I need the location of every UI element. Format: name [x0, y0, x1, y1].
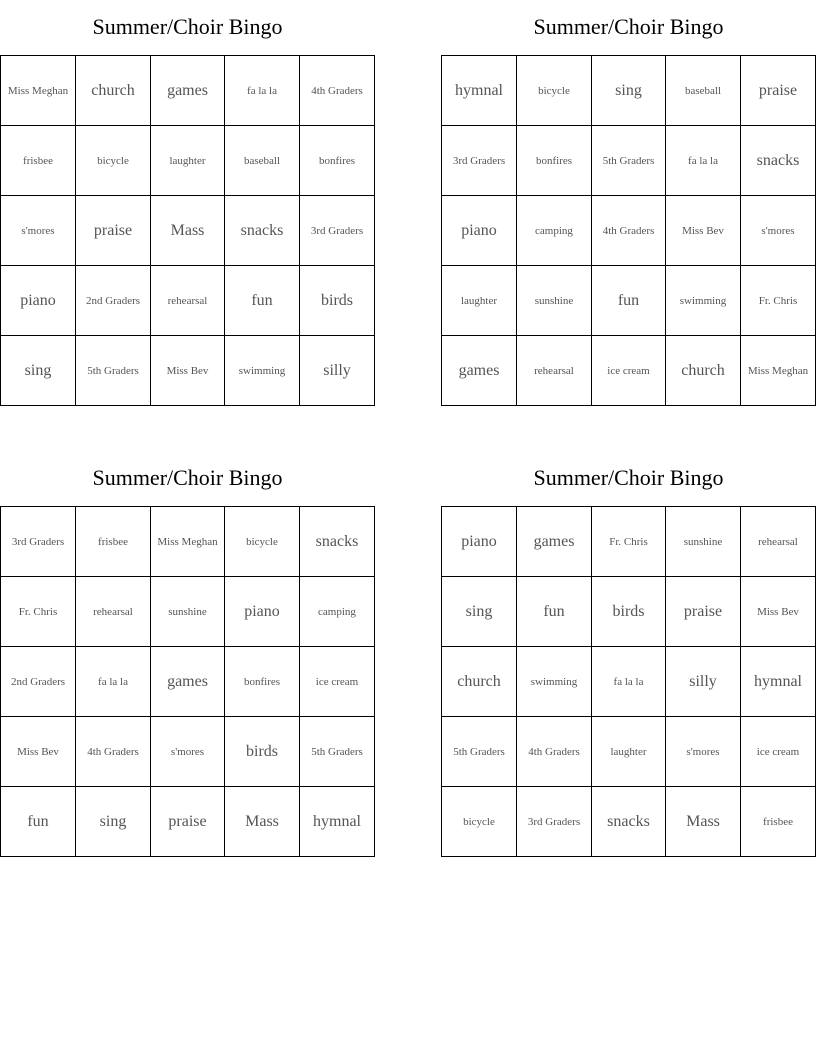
- bingo-cell: Miss Bev: [741, 577, 816, 647]
- bingo-cell: fa la la: [76, 647, 151, 717]
- bingo-cell: bicycle: [442, 787, 517, 857]
- bingo-cell: 2nd Graders: [1, 647, 76, 717]
- bingo-cell: sunshine: [666, 507, 741, 577]
- bingo-cell: 2nd Graders: [76, 266, 151, 336]
- card-title: Summer/Choir Bingo: [92, 14, 283, 39]
- bingo-cell: birds: [592, 577, 666, 647]
- bingo-cell: bicycle: [76, 126, 151, 196]
- bingo-cell: sunshine: [517, 266, 592, 336]
- bingo-cell: games: [151, 647, 225, 717]
- bingo-card-3: [0, 461, 375, 857]
- bingo-cell: Miss Bev: [666, 196, 741, 266]
- bingo-cell: praise: [76, 196, 151, 266]
- bingo-cell: fun: [1, 787, 76, 857]
- bingo-cell: sing: [442, 577, 517, 647]
- bingo-cell: games: [151, 56, 225, 126]
- bingo-cell: snacks: [225, 196, 300, 266]
- bingo-cell: church: [442, 647, 517, 717]
- bingo-cell: snacks: [592, 787, 666, 857]
- card-title: Summer/Choir Bingo: [533, 14, 724, 39]
- bingo-cell: snacks: [741, 126, 816, 196]
- bingo-cell: 3rd Graders: [1, 507, 76, 577]
- bingo-cell: 4th Graders: [76, 717, 151, 787]
- card-title: Summer/Choir Bingo: [92, 465, 283, 490]
- bingo-cell: bonfires: [225, 647, 300, 717]
- bingo-cell: ice cream: [741, 717, 816, 787]
- bingo-cell: fa la la: [225, 56, 300, 126]
- bingo-cell: Fr. Chris: [592, 507, 666, 577]
- bingo-cell: 5th Graders: [300, 717, 375, 787]
- bingo-cell: 4th Graders: [300, 56, 375, 126]
- bingo-cell: sunshine: [151, 577, 225, 647]
- bingo-cell: s'mores: [666, 717, 741, 787]
- bingo-cell: 5th Graders: [442, 717, 517, 787]
- bingo-cell: laughter: [151, 126, 225, 196]
- bingo-cell: bicycle: [225, 507, 300, 577]
- bingo-cell: Mass: [225, 787, 300, 857]
- bingo-cell: praise: [666, 577, 741, 647]
- bingo-cell: birds: [225, 717, 300, 787]
- bingo-cell: Mass: [151, 196, 225, 266]
- bingo-cell: piano: [442, 196, 517, 266]
- bingo-cell: frisbee: [76, 507, 151, 577]
- bingo-cell: silly: [300, 336, 375, 406]
- bingo-grid: [0, 506, 375, 857]
- bingo-cell: Miss Bev: [1, 717, 76, 787]
- bingo-cell: sing: [1, 336, 76, 406]
- bingo-cell: frisbee: [1, 126, 76, 196]
- bingo-cell: sing: [76, 787, 151, 857]
- bingo-cell: baseball: [225, 126, 300, 196]
- bingo-cell: church: [666, 336, 741, 406]
- bingo-grid: [0, 55, 375, 406]
- bingo-cell: Fr. Chris: [1, 577, 76, 647]
- bingo-cell: camping: [300, 577, 375, 647]
- bingo-cell: frisbee: [741, 787, 816, 857]
- bingo-cell: fun: [592, 266, 666, 336]
- bingo-grid: [441, 55, 816, 406]
- bingo-cell: rehearsal: [76, 577, 151, 647]
- bingo-cell: fun: [517, 577, 592, 647]
- bingo-cell: rehearsal: [517, 336, 592, 406]
- bingo-cell: silly: [666, 647, 741, 717]
- bingo-cell: fa la la: [592, 647, 666, 717]
- bingo-cell: s'mores: [741, 196, 816, 266]
- bingo-cell: swimming: [225, 336, 300, 406]
- bingo-cell: hymnal: [741, 647, 816, 717]
- bingo-cell: piano: [1, 266, 76, 336]
- bingo-cell: ice cream: [300, 647, 375, 717]
- bingo-cell: 5th Graders: [592, 126, 666, 196]
- bingo-cell: 3rd Graders: [442, 126, 517, 196]
- bingo-cell: bicycle: [517, 56, 592, 126]
- card-title: Summer/Choir Bingo: [533, 465, 724, 490]
- bingo-cell: praise: [151, 787, 225, 857]
- bingo-grid: [441, 506, 816, 857]
- bingo-cell: hymnal: [300, 787, 375, 857]
- bingo-cell: rehearsal: [151, 266, 225, 336]
- bingo-cell: fun: [225, 266, 300, 336]
- bingo-cell: 3rd Graders: [300, 196, 375, 266]
- bingo-cell: 5th Graders: [76, 336, 151, 406]
- bingo-cell: sing: [592, 56, 666, 126]
- bingo-cell: Miss Meghan: [151, 507, 225, 577]
- bingo-cell: Miss Bev: [151, 336, 225, 406]
- bingo-cell: s'mores: [1, 196, 76, 266]
- bingo-cell: s'mores: [151, 717, 225, 787]
- bingo-card-4: [441, 461, 816, 857]
- bingo-cell: camping: [517, 196, 592, 266]
- bingo-cell: rehearsal: [741, 507, 816, 577]
- bingo-cell: Fr. Chris: [741, 266, 816, 336]
- bingo-card-1: [0, 10, 375, 406]
- bingo-cell: 4th Graders: [592, 196, 666, 266]
- bingo-cell: bonfires: [517, 126, 592, 196]
- bingo-cell: laughter: [592, 717, 666, 787]
- bingo-cell: 4th Graders: [517, 717, 592, 787]
- bingo-cell: swimming: [666, 266, 741, 336]
- bingo-cell: bonfires: [300, 126, 375, 196]
- bingo-cell: 3rd Graders: [517, 787, 592, 857]
- bingo-cell: Miss Meghan: [1, 56, 76, 126]
- bingo-cell: Miss Meghan: [741, 336, 816, 406]
- bingo-cell: church: [76, 56, 151, 126]
- bingo-cell: swimming: [517, 647, 592, 717]
- bingo-cell: games: [442, 336, 517, 406]
- bingo-cell: piano: [225, 577, 300, 647]
- bingo-cell: baseball: [666, 56, 741, 126]
- bingo-cell: laughter: [442, 266, 517, 336]
- bingo-cell: snacks: [300, 507, 375, 577]
- bingo-cell: games: [517, 507, 592, 577]
- bingo-cell: ice cream: [592, 336, 666, 406]
- bingo-cell: fa la la: [666, 126, 741, 196]
- bingo-cell: birds: [300, 266, 375, 336]
- bingo-card-2: [441, 10, 816, 406]
- bingo-cell: piano: [442, 507, 517, 577]
- bingo-cell: praise: [741, 56, 816, 126]
- bingo-cell: hymnal: [442, 56, 517, 126]
- bingo-cell: Mass: [666, 787, 741, 857]
